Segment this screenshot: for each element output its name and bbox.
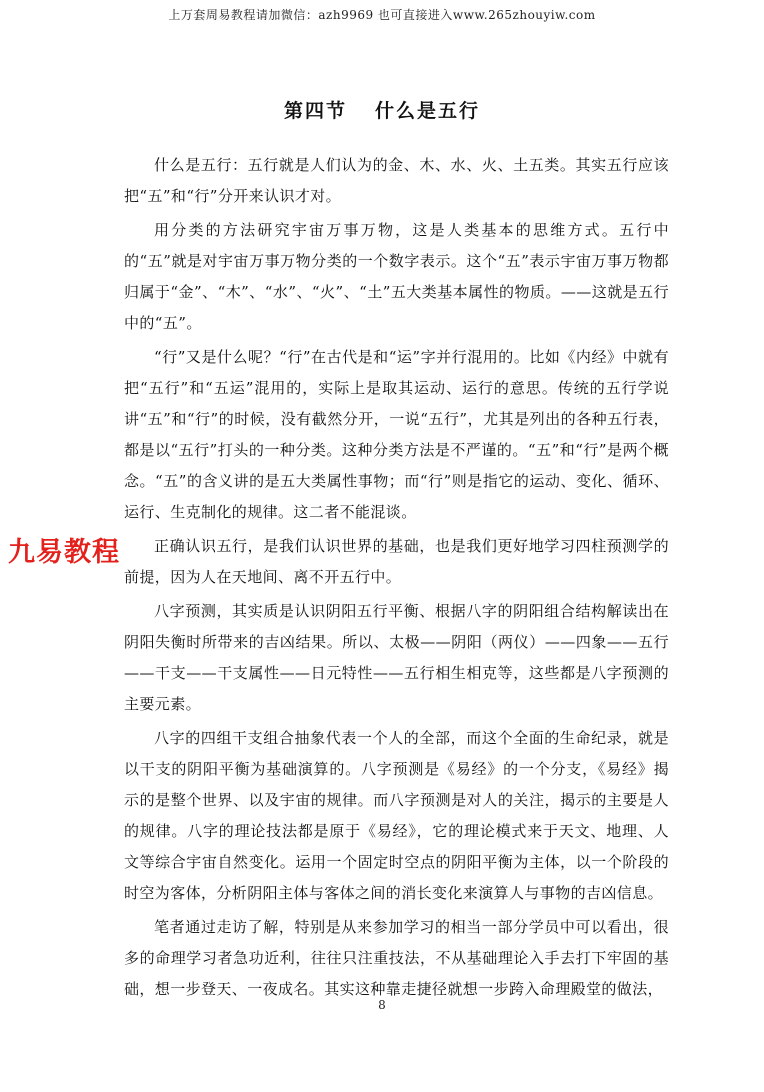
paragraph-5: 八字预测，其实质是认识阴阳五行平衡、根据八字的阴阳组合结构解读出在阴阳失衡时所带来的吉凶结果。所以、太极——阴阳（两仪）——四象——五行——干支——干支属性——日元特性——五行相生相克等，这些都是八字预测的主要元素。 (124, 602, 669, 713)
paragraph-1: 什么是五行：五行就是人们认为的金、木、水、火、土五类。其实五行应该把“五”和“行”分开来认识才对。 (124, 156, 669, 205)
paragraph-7: 笔者通过走访了解，特别是从来参加学习的相当一部分学员中可以看出，很多的命理学习者急功近利，往往只注重技法，不从基础理论入手去打下牢固的基础，想一步登天、一夜成名。其实这种靠走捷径就想一步跨入命理殿堂的做法， (124, 918, 669, 998)
paragraph-3: “行”又是什么呢？“行”在古代是和“运”字并行混用的。比如《内经》中就有把“五行”和“五运”混用的，实际上是取其运动、运行的意思。传统的五行学说讲“五”和“行”的时候，没有截然分开，一说“五行”，尤其是列出的各种五行表，都是以“五行”打头的一种分类。这种分类方法是不严谨的。“五”和“行”是两个概念。“五”的含义讲的是五大类属性事物；而“行”则是指它的运动、变化、循环、运行、生克制化的规律。这二者不能混谈。 (124, 348, 669, 521)
paragraph-6: 八字的四组干支组合抽象代表一个人的全部，而这个全面的生命纪录，就是以干支的阴阳平衡为基础演算的。八字预测是《易经》的一个分支，《易经》揭示的是整个世界、以及宇宙的规律。而八字预测是对人的关注，揭示的主要是人的规律。八字的理论技法都是原于《易经》，它的理论模式来于天文、地理、人文等综合宇宙自然变化。运用一个固定时空点的阴阳平衡为主体，以一个阶段的时空为客体，分析阴阳主体与客体之间的消长变化来演算人与事物的吉凶信息。 (124, 729, 669, 902)
section-number: 第四节 (283, 100, 347, 122)
header-note: 上万套周易教程请加微信：azh9969 也可直接进入www.265zhouyiw.com (168, 8, 596, 22)
paragraph-2: 用分类的方法研究宇宙万事万物，这是人类基本的思维方式。五行中的“五”就是对宇宙万事万物分类的一个数字表示。这个“五”表示宇宙万事万物都归属于“金”、“木”、“水”、“火”、“土”五大类基本属性的物质。——这就是五行中的“五”。 (124, 221, 669, 332)
page-title (0, 96, 764, 123)
body-text (124, 150, 669, 1008)
section-heading: 什么是五行 (375, 100, 481, 122)
paragraph-4: 正确认识五行，是我们认识世界的基础，也是我们更好地学习四柱预测学的前提，因为人在天地间、离不开五行中。 (124, 537, 669, 586)
page-number: 8 (378, 998, 386, 1012)
watermark: 九易教程 (8, 537, 120, 568)
